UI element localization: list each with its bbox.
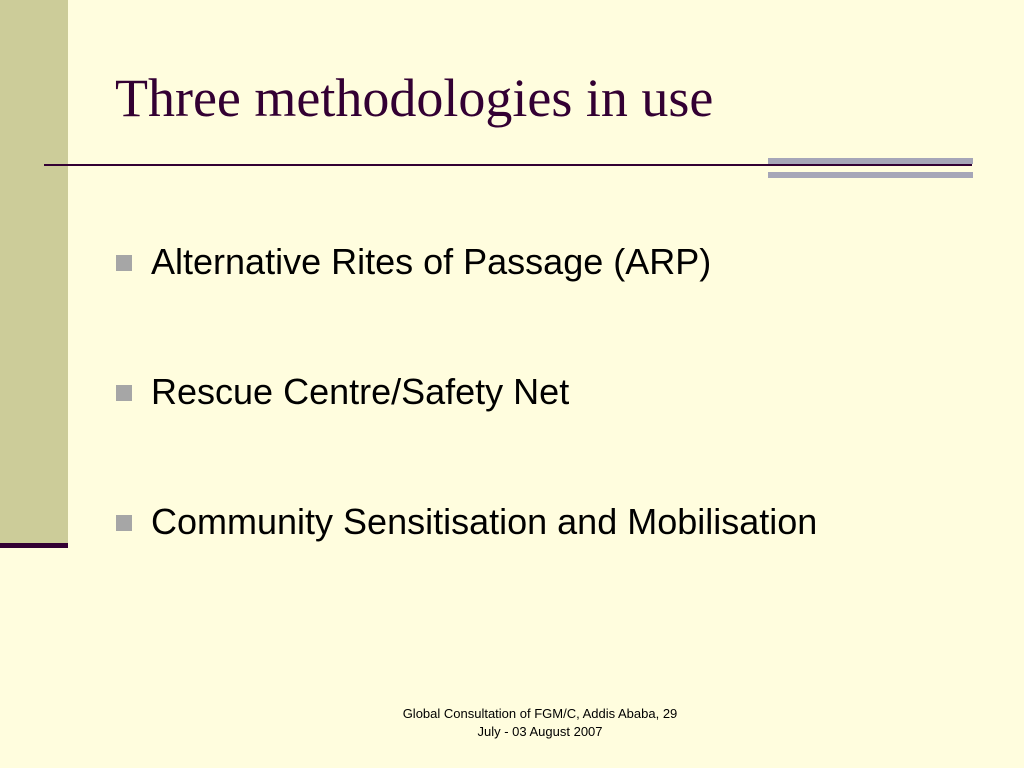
footer-line-2: July - 03 August 2007 xyxy=(477,724,603,739)
title-divider-accent xyxy=(768,158,973,178)
footer-line-1: Global Consultation of FGM/C, Addis Ababa, 29 xyxy=(402,706,678,721)
left-bar-accent-line xyxy=(0,543,68,548)
square-bullet-icon xyxy=(116,385,132,401)
bullet-text: Rescue Centre/Safety Net xyxy=(151,371,570,412)
bullet-item xyxy=(116,366,817,496)
slide-footer xyxy=(380,705,700,741)
slide-title: Three methodologies in use xyxy=(115,68,714,128)
bullet-item xyxy=(116,236,817,366)
bullet-text: Alternative Rites of Passage (ARP) xyxy=(151,241,712,282)
bullet-item xyxy=(116,496,817,626)
left-decorative-bar xyxy=(0,0,68,543)
bullet-list xyxy=(116,236,817,626)
square-bullet-icon xyxy=(116,515,132,531)
bullet-text: Community Sensitisation and Mobilisation xyxy=(151,501,818,542)
square-bullet-icon xyxy=(116,255,132,271)
